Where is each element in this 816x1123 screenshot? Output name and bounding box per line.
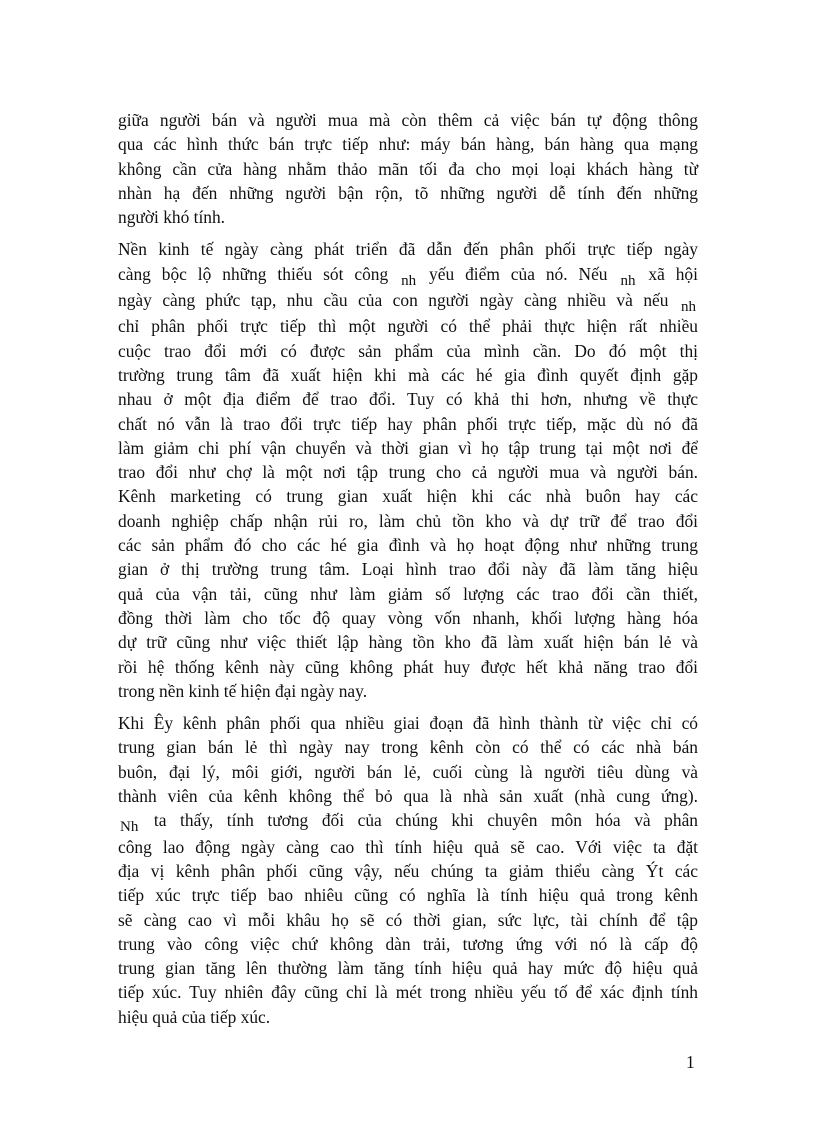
text-line: không cần cửa hàng nhằm thảo mãn tối đa cho mọi loại khách hàng từ: [118, 158, 698, 179]
text-line: nhàn hạ đến những người bận rộn, tõ những người dễ tính đến những: [118, 182, 698, 203]
text-fragment: nh: [620, 272, 636, 289]
text-line: trung gian tăng lên thường làm tăng tính hiệu quả hay mức độ hiệu quả: [118, 958, 698, 979]
text-line: cuộc trao đổi mới có được sản phẩm của mình cần. Do đó một thị: [118, 340, 698, 361]
text-line: thành viên của kênh không thể bỏ qua là nhà sản xuất (nhà cung ứng).: [118, 786, 698, 807]
text-line: dự trữ cũng như việc thiết lập hàng tồn kho đã làm xuất hiện bán lẻ và: [118, 632, 698, 653]
text-line: trung vào công việc chứ không dàn trải, tương ứng với nó là cấp độ: [118, 933, 698, 954]
text-line: hiệu quả của tiếp xúc.: [118, 1006, 271, 1027]
text-line: [118, 262, 698, 288]
text-line: làm giảm chi phí vận chuyển và thời gian vì họ tập trung tại một nơi để: [118, 437, 698, 458]
text-line: công lao động ngày càng cao thì tính hiệu quả sẽ cao. Với việc ta đặt: [118, 836, 698, 857]
text-line: trường trung tâm đã xuất hiện khi mà các hé gia đình quyết định gặp: [118, 364, 698, 385]
paragraph-1: [118, 108, 698, 229]
text-line: trao đổi như chợ là một nơi tập trung cho cả người mua và người bán.: [118, 462, 698, 483]
text-line: địa vị kênh phân phối cũng vậy, nếu chúng ta giảm thiểu càng Ýt các: [118, 860, 698, 881]
text-fragment: Nh: [120, 819, 139, 836]
text-fragment: nh: [401, 272, 417, 289]
text-fragment: càng bộc lộ những thiếu sót công: [118, 263, 389, 284]
text-line: trong nền kinh tế hiện đại ngày nay.: [118, 680, 368, 701]
text-fragment: nh: [680, 299, 696, 316]
text-line: chất nó vẫn là trao đổi trực tiếp hay phân phối trực tiếp, mặc dù nó đã: [118, 413, 698, 434]
page-number: 1: [686, 1052, 695, 1072]
text-line: rồi hệ thống kênh này cũng không phát huy được hết khả năng trao đổi: [118, 656, 698, 677]
text-line: đồng thời làm cho tốc độ quay vòng vốn nhanh, khối lượng hàng hóa: [118, 607, 698, 628]
text-line: buôn, đại lý, môi giới, người bán lẻ, cuối cùng là người tiêu dùng và: [118, 761, 698, 782]
text-line: giữa người bán và người mua mà còn thêm cả việc bán tự động thông: [118, 110, 698, 130]
text-line: Kênh marketing có trung gian xuất hiện khi các nhà buôn hay các: [118, 486, 698, 507]
text-line: [118, 808, 698, 834]
text-line: Nền kinh tế ngày càng phát triển đã dẫn đến phân phối trực tiếp ngày: [118, 239, 698, 260]
text-fragment: ngày càng phức tạp, nhu cầu của con người ngày càng nhiều và nếu: [118, 290, 669, 311]
text-line: qua các hình thức bán trực tiếp như: máy bán hàng, bán hàng qua mạng: [118, 134, 698, 155]
text-fragment: xã hội: [648, 263, 698, 284]
text-line: nhau ở một địa điểm để trao đổi. Tuy có khả thi hơn, nhưng về thực: [118, 389, 698, 410]
text-line: Khi Êy kênh phân phối qua nhiều giai đoạn đã hình thành từ việc chỉ có: [118, 713, 698, 734]
text-line: các sản phẩm đó cho các hé gia đình và họ hoạt động như những trung: [118, 535, 698, 556]
paragraph-2: [118, 237, 698, 703]
text-line: gian ở thị trường trung tâm. Loại hình trao đổi này đã làm tăng hiệu: [118, 559, 698, 580]
text-line: chỉ phân phối trực tiếp thì một người có thể phải thực hiện rất nhiều: [118, 316, 698, 337]
text-fragment: ta thấy, tính tương đối của chúng khi chuyên môn hóa và phân: [153, 810, 698, 831]
text-fragment: yếu điểm của nó. Nếu: [429, 263, 608, 284]
text-line: tiếp xúc. Tuy nhiên đây cũng chỉ là mét trong nhiều yếu tố để xác định tính: [118, 982, 698, 1003]
text-line: tiếp xúc trực tiếp bao nhiêu cũng có nghĩa là tính hiệu quả trong kênh: [118, 885, 698, 906]
text-line: người khó tính.: [118, 207, 226, 228]
text-line: quả của vận tải, cũng như làm giảm số lượng các trao đổi cần thiết,: [118, 583, 698, 604]
text-line: sẽ càng cao vì mỗi khâu họ sẽ có thời gian, sức lực, tài chính để tập: [118, 909, 698, 930]
document-page: [118, 108, 698, 1037]
text-line: doanh nghiệp chấp nhận rủi ro, làm chủ tồn kho và dự trữ để trao đổi: [118, 510, 698, 531]
paragraph-3: [118, 711, 698, 1029]
text-line: trung gian bán lẻ thì ngày nay trong kênh còn có thể có các nhà bán: [118, 737, 698, 758]
